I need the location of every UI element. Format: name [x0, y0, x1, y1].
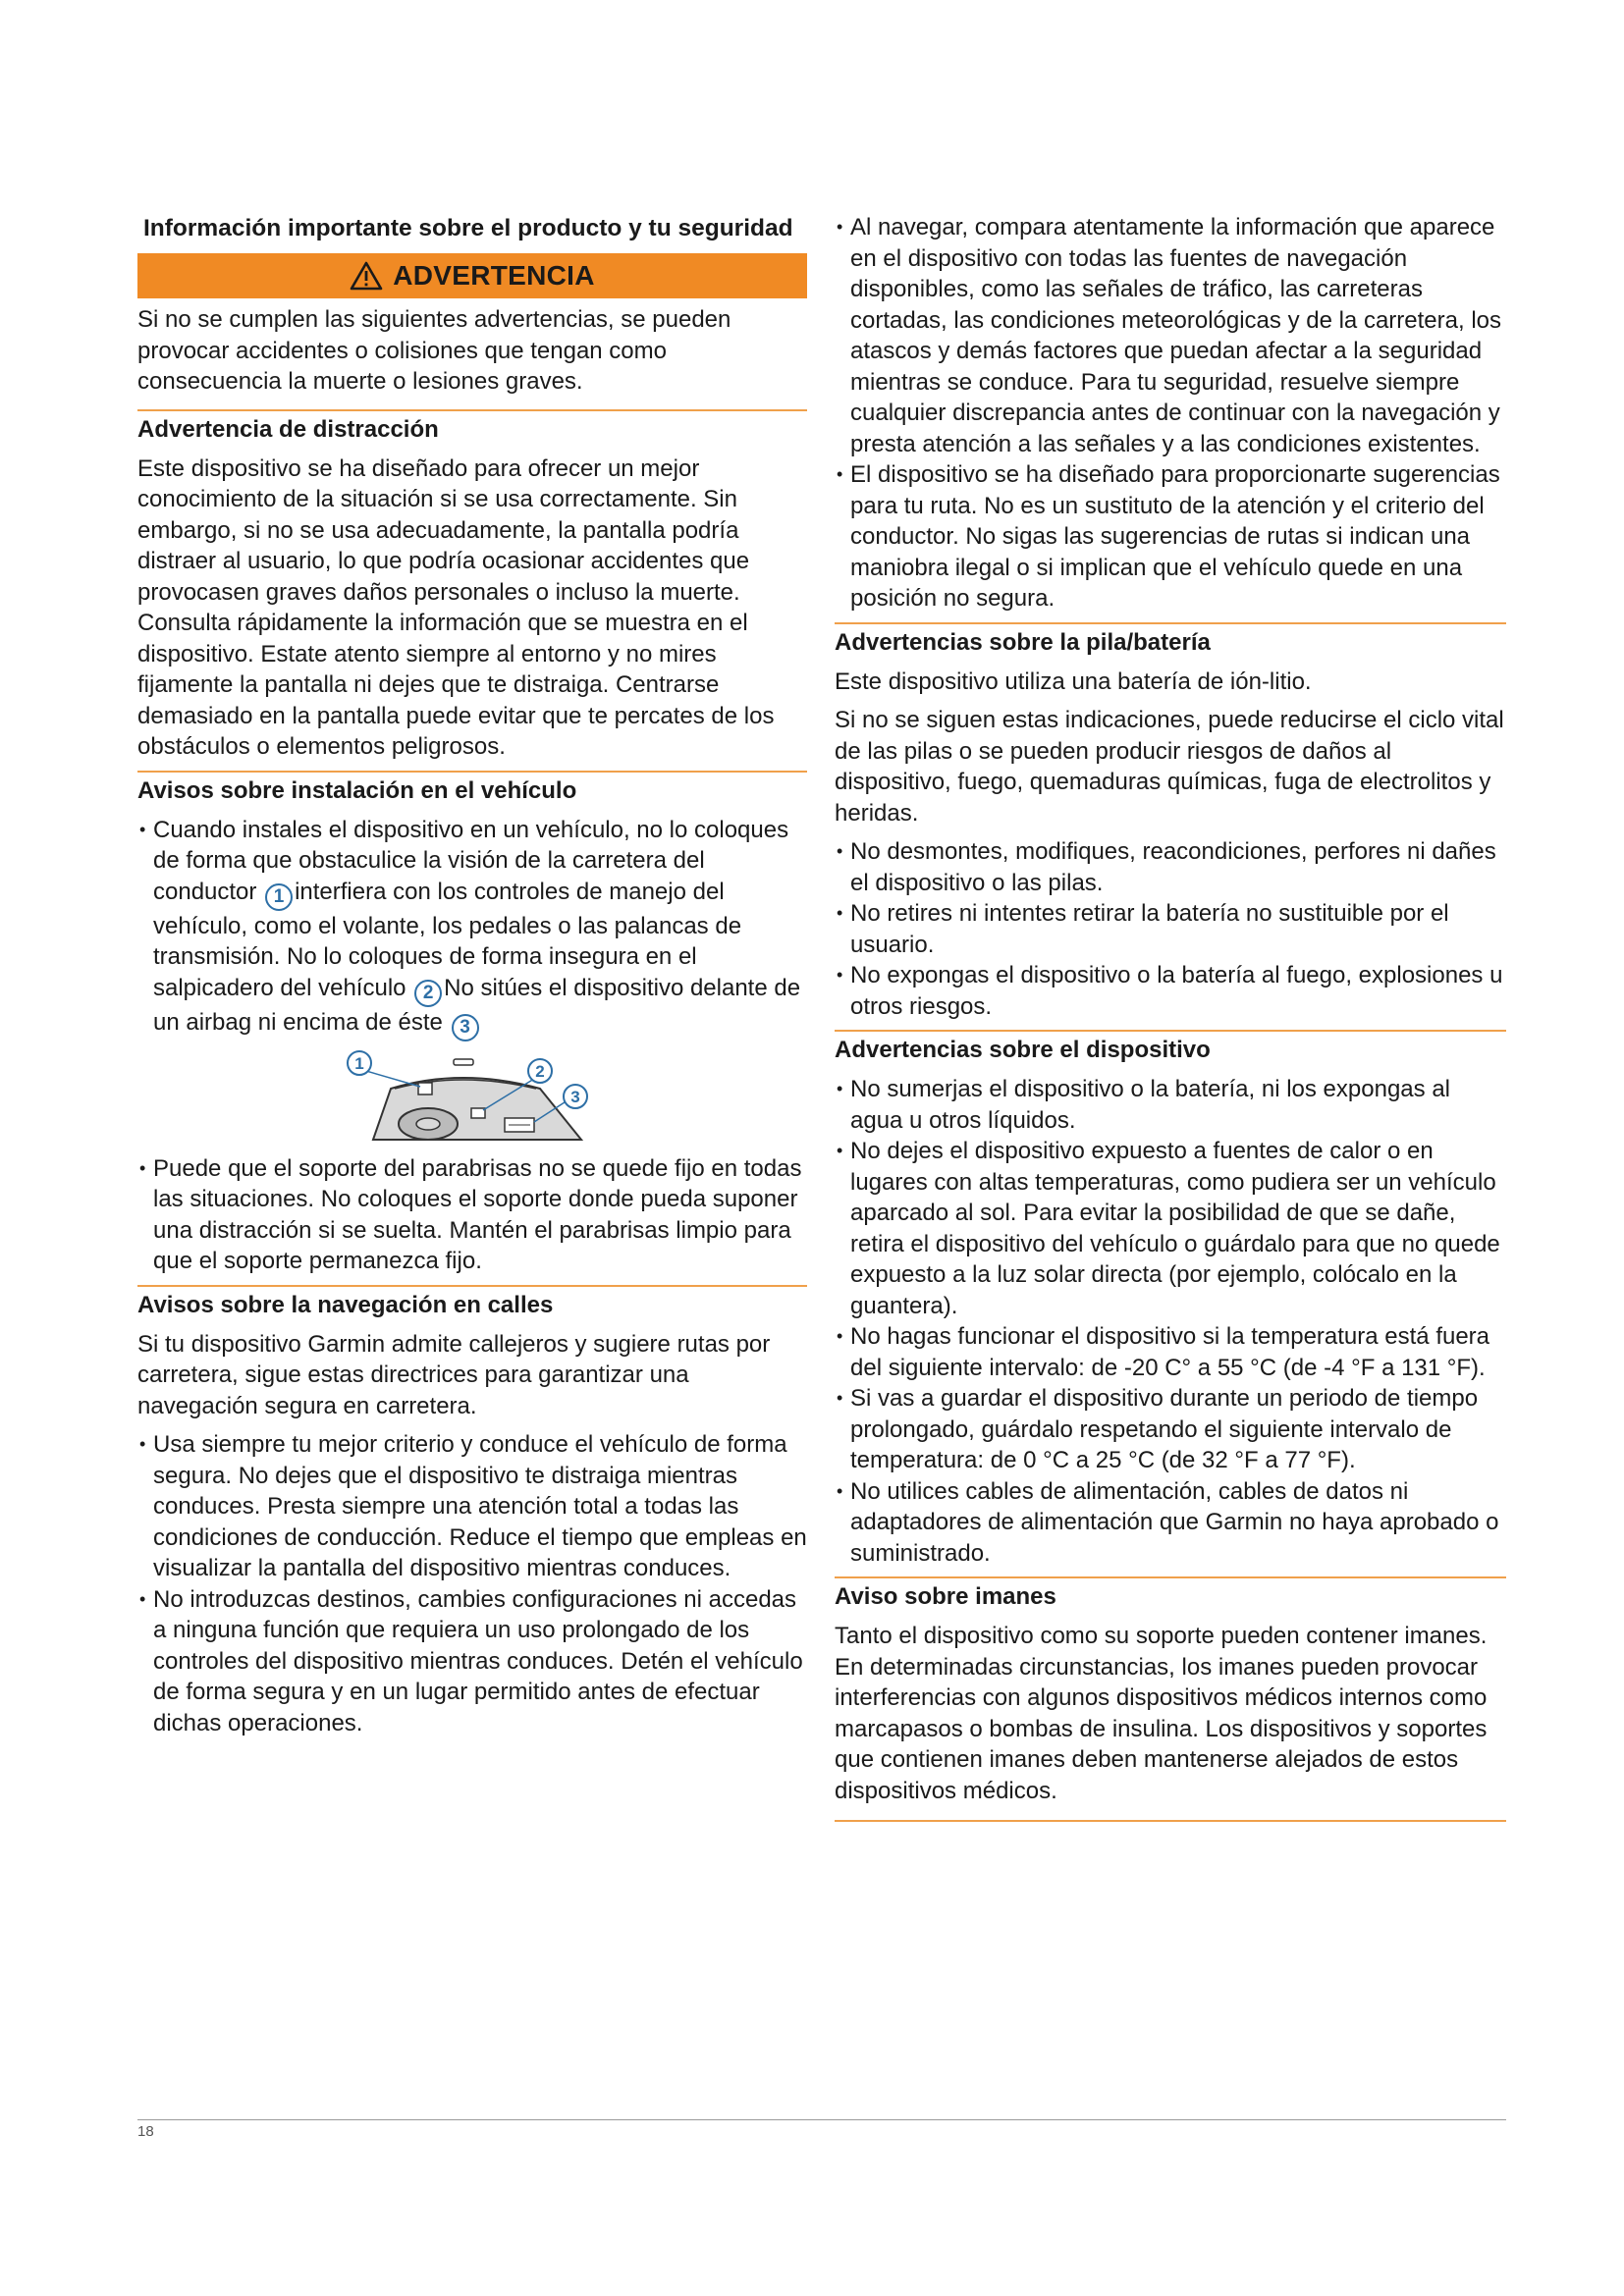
battery-list: [835, 836, 1506, 1022]
callout-3: 3: [452, 1014, 479, 1041]
magnets-text: Tanto el dispositivo como su soporte pueden contener imanes. En determinadas circunstancias, los imanes pueden provocar interferencias con algunos dispositivos médicos internos como marcapasos o bombas de insulina. Los dispositivos y soportes que contienen imanes deben mantenerse alejados de estos dispositivos médicos.: [835, 1623, 1488, 1804]
list-item: • No hagas funcionar el dispositivo si la temperatura está fuera del siguiente intervalo: de -20 C° a 55 °C (de -4 °F a 131 °F).: [835, 1321, 1506, 1383]
nav-list: [835, 212, 1506, 614]
footer-divider: [137, 2119, 1506, 2120]
warning-label: ADVERTENCIA: [393, 260, 595, 291]
callout-2: 2: [414, 980, 442, 1007]
list-item: [137, 815, 807, 1041]
warning-intro: Si no se cumplen las siguientes advertencias, se pueden provocar accidentes o colisiones que tengan como consecuencia la muerte o lesiones graves.: [137, 306, 731, 395]
warning-triangle-icon: [350, 261, 383, 291]
figure-label-2: 2: [535, 1061, 545, 1081]
right-column: [835, 212, 1506, 1822]
list-item: • Al navegar, compara atentamente la información que aparece en el dispositivo con todas las fuentes de navegación disponibles, como las señales de tráfico, las carreteras cortadas, las condiciones meteorológicas y de la carretera, los atascos y demás factores que puedan afectar a la seguridad mientras se conduce. Para tu seguridad, resuelve siempre cualquier discrepancia antes de continuar con la navegación y presta atención a las señales y a las condiciones existentes.: [835, 212, 1506, 459]
distraction-heading: Advertencia de distracción: [137, 409, 807, 446]
page-number: 18: [137, 2123, 154, 2140]
figure-label-3: 3: [570, 1087, 580, 1106]
dashboard-illustration: [137, 1049, 807, 1144]
page-title: Información importante sobre el producto y tu seguridad: [143, 215, 793, 241]
figure-label-1: 1: [354, 1053, 364, 1073]
streets-list: [137, 1429, 807, 1738]
list-item: • Usa siempre tu mejor criterio y conduce el vehículo de forma segura. No dejes que el dispositivo te distraiga mientras conduces. Presta siempre una atención total a todas las condiciones de conducción. Reduce el tiempo que empleas en visualizar la pantalla del dispositivo mientras conduces.: [137, 1429, 807, 1584]
device-heading: Advertencias sobre el dispositivo: [835, 1030, 1506, 1066]
battery-p1: Este dispositivo utiliza una batería de ión-litio.: [835, 667, 1312, 695]
list-item: • No retires ni intentes retirar la batería no sustituible por el usuario.: [835, 898, 1506, 960]
install-text-2: interfiera con los controles de manejo del vehículo, como el volante, los pedales o las palancas de transmisión. No lo coloques de forma insegura en el salpicadero del vehículo: [153, 878, 742, 1001]
install-list: [137, 815, 807, 1041]
warning-banner: [137, 253, 807, 298]
list-item: • No utilices cables de alimentación, cables de datos ni adaptadores de alimentación que Garmin no haya aprobado o suministrado.: [835, 1476, 1506, 1570]
list-item: • No desmontes, modifiques, reacondiciones, perfores ni dañes el dispositivo o las pilas.: [835, 836, 1506, 898]
left-column: [137, 212, 807, 1746]
callout-1: 1: [265, 883, 293, 911]
streets-intro: Si tu dispositivo Garmin admite callejeros y sugiere rutas por carretera, sigue estas directrices para garantizar una navegación segura en carretera.: [137, 1330, 771, 1419]
list-item: • Puede que el soporte del parabrisas no se quede fijo en todas las situaciones. No coloques el soporte donde pueda suponer una distracción si se suelta. Mantén el parabrisas limpio para que el soporte permanezca fijo.: [137, 1153, 807, 1277]
magnets-heading: Aviso sobre imanes: [835, 1576, 1506, 1613]
section-end-divider: [835, 1820, 1506, 1822]
list-item: • Si vas a guardar el dispositivo durante un periodo de tiempo prolongado, guárdalo respetando el siguiente intervalo de temperatura: de 0 °C a 25 °C (de 32 °F a 77 °F).: [835, 1383, 1506, 1476]
battery-heading: Advertencias sobre la pila/batería: [835, 622, 1506, 659]
list-item: • No sumerjas el dispositivo o la batería, ni los expongas al agua u otros líquidos.: [835, 1074, 1506, 1136]
device-list: [835, 1074, 1506, 1569]
streets-heading: Avisos sobre la navegación en calles: [137, 1285, 807, 1321]
install-text-3: No sitúes el dispositivo delante de un airbag ni encima de éste: [153, 974, 801, 1036]
list-item: • No expongas el dispositivo o la batería al fuego, explosiones u otros riesgos.: [835, 960, 1506, 1022]
install-heading: Avisos sobre instalación en el vehículo: [137, 771, 807, 807]
install-list-2: [137, 1153, 807, 1277]
vehicle-mount-figure: [137, 1049, 807, 1144]
install-text-1: Cuando instales el dispositivo en un vehículo, no lo coloques de forma que obstaculice la visión de la carretera del conductor: [153, 816, 789, 905]
list-item: • No introduzcas destinos, cambies configuraciones ni accedas a ninguna función que requiera un uso prolongado de los controles del dispositivo mientras conduces. Detén el vehículo de forma segura y en un lugar permitido antes de efectuar dichas operaciones.: [137, 1584, 807, 1739]
distraction-text: Este dispositivo se ha diseñado para ofrecer un mejor conocimiento de la situación si se usa correctamente. Sin embargo, si no se usa adecuadamente, la pantalla podría distraer al usuario, lo que podría ocasionar accidentes que provocasen graves daños personales o incluso la muerte. Consulta rápidamente la información que se muestra en el dispositivo. Estate atento siempre al entorno y no mires fijamente la pantalla ni dejes que te distraiga. Centrarse demasiado en la pantalla puede evitar que te percates de los obstáculos o elementos peligrosos.: [137, 454, 775, 760]
list-item: • El dispositivo se ha diseñado para proporcionarte sugerencias para tu ruta. No es un sustituto de la atención y el criterio del conductor. No sigas las sugerencias de rutas si indican una maniobra ilegal o si implican que el vehículo quede en una posición no segura.: [835, 459, 1506, 614]
battery-p2: Si no se siguen estas indicaciones, puede reducirse el ciclo vital de las pilas o se pueden producir riesgos de daños al dispositivo, fuego, quemaduras químicas, fuga de electrolitos y heridas.: [835, 707, 1504, 827]
list-item: • No dejes el dispositivo expuesto a fuentes de calor o en lugares con altas temperaturas, como pudiera ser un vehículo aparcado al sol. Para evitar la posibilidad de que se dañe, retira el dispositivo del vehículo o guárdalo para que no quede expuesto a la luz solar directa (por ejemplo, colócalo en la guantera).: [835, 1136, 1506, 1321]
